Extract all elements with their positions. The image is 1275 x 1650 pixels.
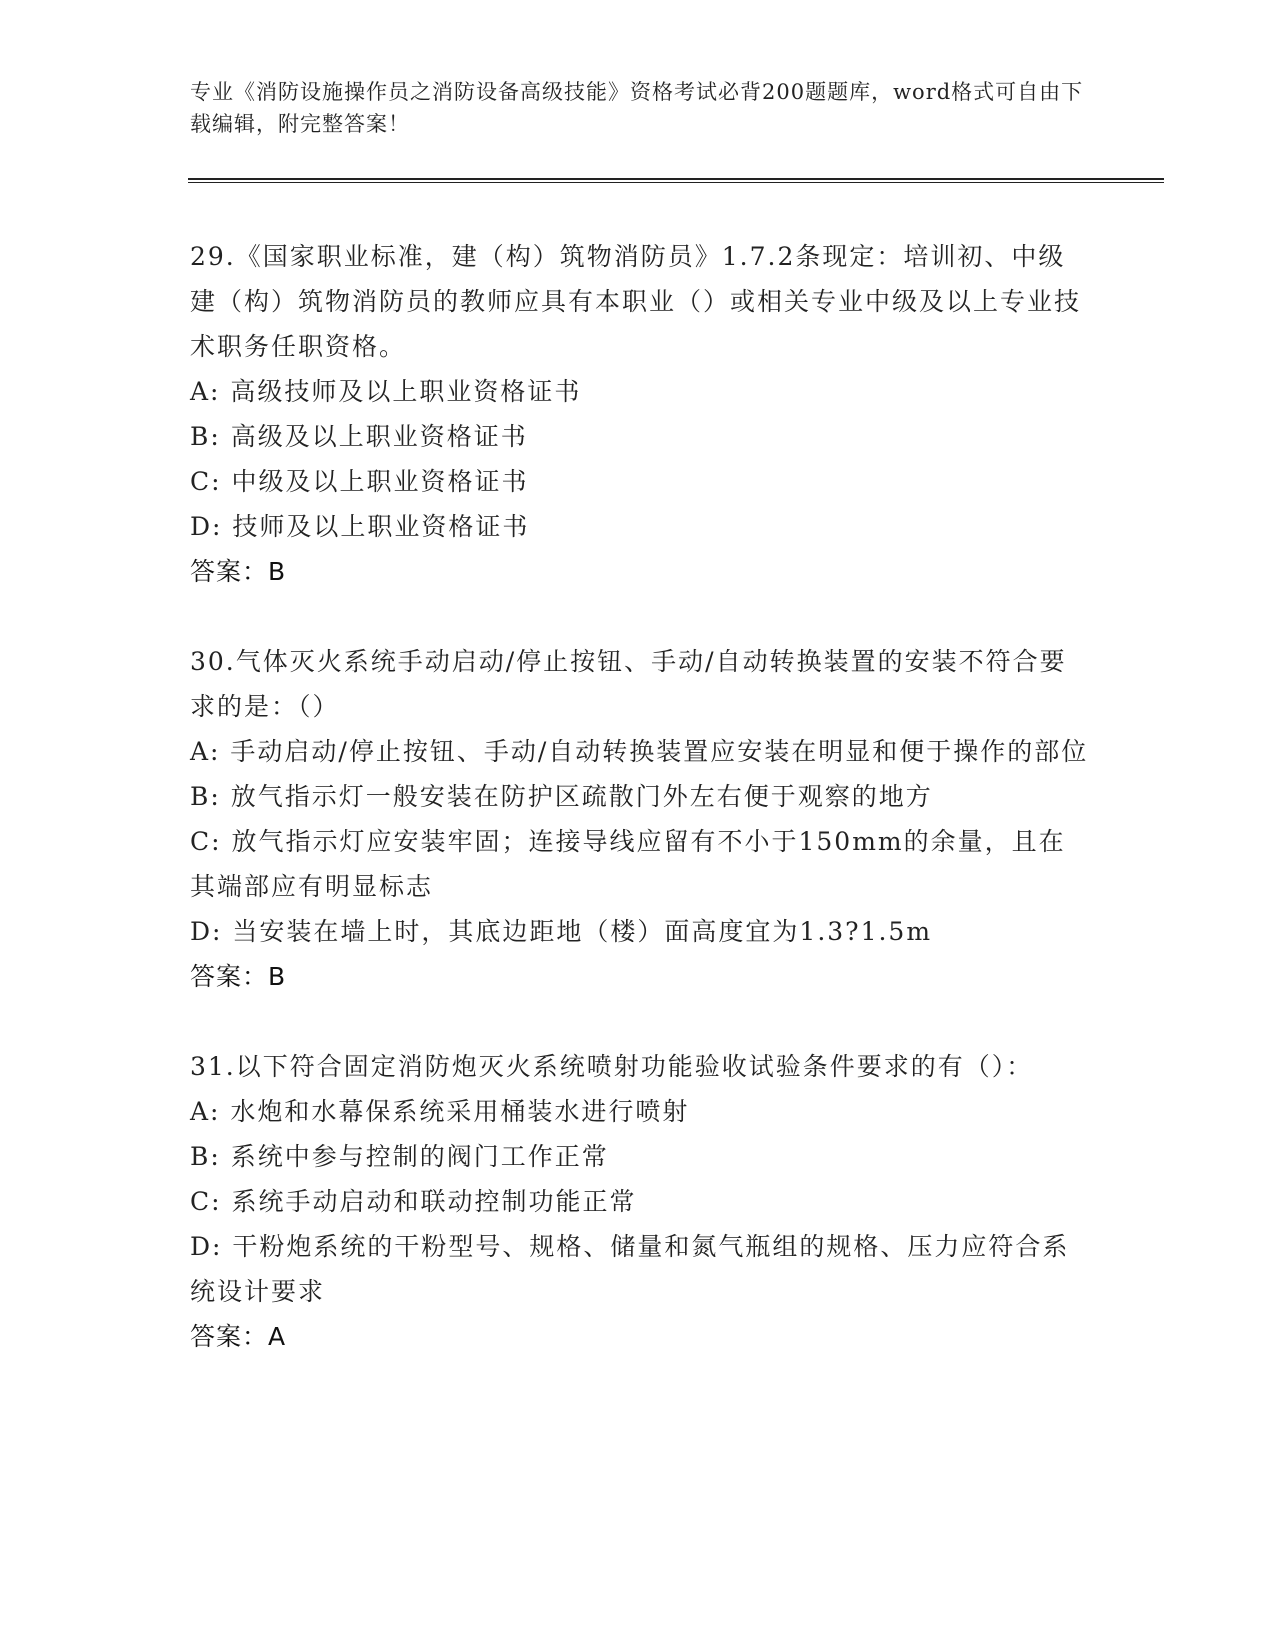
option-d: D: 干粉炮系统的干粉型号、规格、储量和氮气瓶组的规格、压力应符合系统设计要求 — [190, 1232, 1070, 1306]
option-c: C: 放气指示灯应安装牢固；连接导线应留有不小于150mm的余量，且在其端部应有明显标志 — [190, 827, 1066, 901]
option-a: A: 水炮和水幕保系统采用桶装水进行喷射 — [190, 1097, 690, 1126]
answer-text: 答案：A — [190, 1322, 287, 1351]
option-a: A: 高级技师及以上职业资格证书 — [190, 377, 582, 406]
option-b: B: 高级及以上职业资格证书 — [190, 422, 528, 451]
question-31 — [190, 1044, 1090, 1359]
question-29 — [190, 234, 1090, 594]
document-header: 专业《消防设施操作员之消防设备高级技能》资格考试必背200题题库，word格式可自由下载编辑，附完整答案！ — [190, 80, 1084, 136]
option-c: C: 系统手动启动和联动控制功能正常 — [190, 1187, 637, 1216]
answer-text: 答案：B — [190, 962, 287, 991]
header-divider — [188, 178, 1164, 183]
question-list — [190, 234, 1090, 1404]
question-30 — [190, 639, 1090, 999]
question-stem: 30.气体灭火系统手动启动/停止按钮、手动/自动转换装置的安装不符合要求的是：（） — [190, 647, 1067, 721]
option-b: B: 系统中参与控制的阀门工作正常 — [190, 1142, 609, 1171]
question-stem: 31.以下符合固定消防炮灭火系统喷射功能验收试验条件要求的有（）： — [190, 1052, 1034, 1081]
option-d: D: 当安装在墙上时，其底边距地（楼）面高度宜为1.3?1.5m — [190, 917, 933, 946]
option-d: D: 技师及以上职业资格证书 — [190, 512, 530, 541]
question-stem: 29.《国家职业标准，建（构）筑物消防员》1.7.2条现定：培训初、中级建（构）筑物消防员的教师应具有本职业（）或相关专业中级及以上专业技术职务任职资格。 — [190, 242, 1082, 361]
option-c: C: 中级及以上职业资格证书 — [190, 467, 529, 496]
option-a: A: 手动启动/停止按钮、手动/自动转换装置应安装在明显和便于操作的部位 — [190, 737, 1089, 766]
option-b: B: 放气指示灯一般安装在防护区疏散门外左右便于观察的地方 — [190, 782, 933, 811]
answer-text: 答案：B — [190, 557, 287, 586]
